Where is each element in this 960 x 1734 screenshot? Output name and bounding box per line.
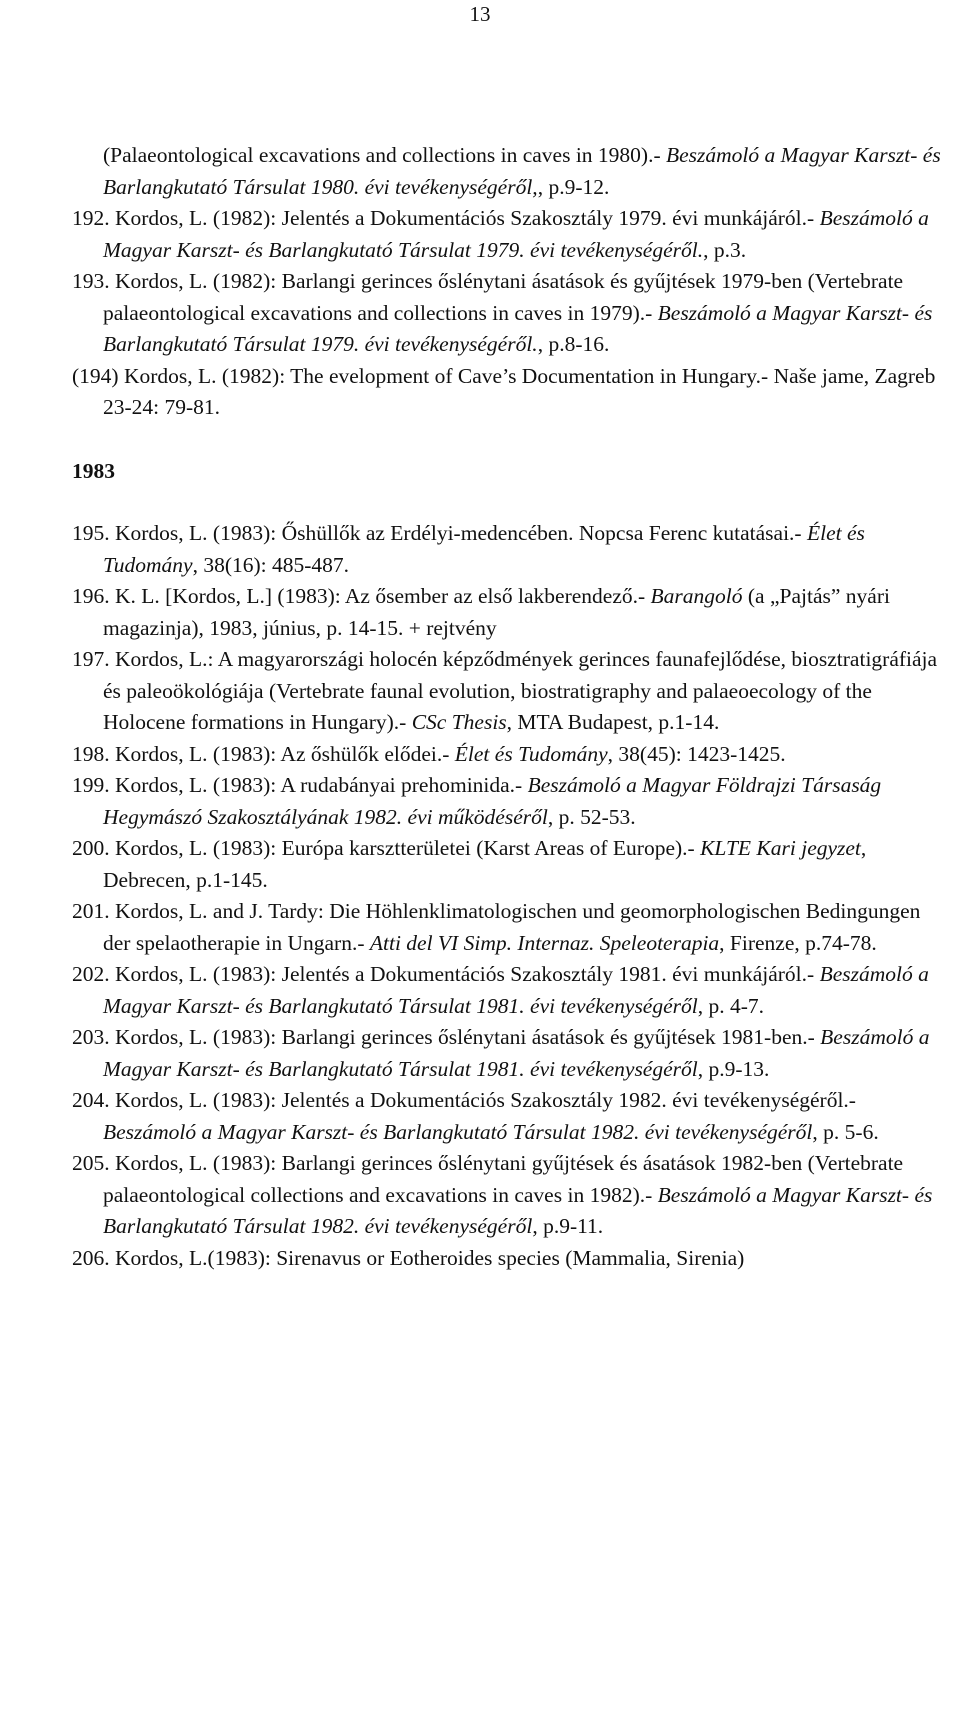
entry-text: , 38(16): 485-487.: [192, 552, 350, 577]
bibliography-entry: [72, 518, 952, 581]
entry-text: 200. Kordos, L. (1983): Európa karsztterületei (Karst Areas of Europe).-: [72, 836, 701, 860]
entry-text: , 38(45): 1423-1425.: [607, 741, 786, 766]
bibliography-entry: [72, 739, 952, 771]
entry-text: , p.8-16.: [537, 332, 610, 356]
entry-text: 202. Kordos, L. (1983): Jelentés a Dokumentációs Szakosztály 1981. évi munkájáról.-: [72, 962, 820, 986]
bibliography-entry: [72, 644, 952, 739]
italic-text: CSc Thesis: [411, 710, 507, 734]
entry-text: 193. Kordos, L. (1982): Barlangi gerinces őslénytani ásatások és gyűjtések 1979-ben (Vertebrate palaeontological excavations and collections in caves in 1979).-: [72, 269, 904, 325]
bibliography-entry: [72, 770, 952, 833]
italic-text: Beszámoló a Magyar Földrajzi Társaság Hegymászó Szakosztályának 1982. évi működéséről: [103, 773, 882, 829]
bibliography-entry: [72, 1022, 952, 1085]
bibliography-entry: [72, 1148, 952, 1243]
bibliography-entry: [72, 361, 952, 424]
entry-text: 199. Kordos, L. (1983): A rudabányai prehominida.-: [72, 773, 528, 797]
entry-text: , p. 52-53.: [547, 804, 636, 829]
entry-text: 206. Kordos, L.(1983): Sirenavus or Eotheroides species (Mammalia, Sirenia): [72, 1245, 745, 1270]
italic-text: Atti del VI Simp. Internaz. Speleoterapia: [369, 930, 720, 955]
bibliography-entry: [72, 266, 952, 361]
bibliography-entry: [72, 833, 952, 896]
italic-text: Beszámoló a Magyar Karszt- és Barlangkutató Társulat 1979. évi tevékenységéről.: [103, 206, 929, 262]
entry-text: (194) Kordos, L. (1982): The evelopment of Cave’s Documentation in Hungary.- Naše jame, Zagreb 23-24: 79-81.: [72, 363, 936, 419]
entry-text: , Debrecen, p.1-145.: [103, 836, 867, 892]
entry-text: , Firenze, p.74-78.: [719, 930, 877, 955]
entry-text: , p.9-12.: [537, 174, 610, 199]
page-number: 13: [469, 2, 491, 26]
entry-text: 203. Kordos, L. (1983): Barlangi gerinces őslénytani ásatások és gyűjtések 1981-ben.-: [72, 1025, 821, 1049]
entry-text: 197. Kordos, L.: A magyarországi holocén képződmények gerinces faunafejlődése, biosztratigráfiája és paleoökológiája (Vertebrate faunal evolution, biostratigraphy and palaeoecology of the Holocene formations in Hungary).-: [72, 647, 938, 734]
entry-text: 195. Kordos, L. (1983): Őshüllők az Erdélyi-medencében. Nopcsa Ferenc kutatásai.-: [72, 521, 807, 545]
entry-text: 196. K. L. [Kordos, L.] (1983): Az ősember az első lakberendező.-: [72, 584, 651, 608]
entry-text: , p. 5-6.: [812, 1119, 879, 1144]
bibliography-entry: [72, 581, 952, 644]
italic-text: Beszámoló a Magyar Karszt- és Barlangkutató Társulat 1981. évi tevékenységéről: [103, 962, 929, 1018]
entry-text: 198. Kordos, L. (1983): Az őshülők elődei.-: [72, 741, 455, 766]
italic-text: KLTE Kari jegyzet: [700, 836, 861, 860]
entry-text: , p.9-13.: [697, 1056, 770, 1081]
italic-text: Barangoló: [650, 584, 743, 608]
bibliography-entry: [72, 1243, 952, 1275]
entry-text: (Palaeontological excavations and collections in caves in 1980).-: [103, 143, 666, 167]
italic-text: Beszámoló a Magyar Karszt- és Barlangkutató Társulat 1979. évi tevékenységéről.: [103, 300, 933, 356]
italic-text: Beszámoló a Magyar Karszt- és Barlangkutató Társulat 1982. évi tevékenységéről: [103, 1119, 813, 1144]
bibliography-entry: [72, 896, 952, 959]
italic-text: Beszámoló a Magyar Karszt- és Barlangkutató Társulat 1981. évi tevékenységéről: [103, 1025, 930, 1081]
entry-text: , p.3.: [703, 237, 747, 262]
italic-text: Élet és Tudomány: [103, 521, 865, 577]
italic-text: Beszámoló a Magyar Karszt- és Barlangkutató Társulat 1980. évi tevékenységéről,: [103, 143, 941, 199]
bibliography-entry: [72, 959, 952, 1022]
entry-text: 204. Kordos, L. (1983): Jelentés a Dokumentációs Szakosztály 1982. évi tevékenységéről.-: [72, 1088, 856, 1112]
entry-text: 205. Kordos, L. (1983): Barlangi gerinces őslénytani gyűjtések és ásatások 1982-ben (Vertebrate palaeontological collections and excavations in caves in 1982).-: [72, 1151, 904, 1207]
entry-text: , p. 4-7.: [697, 993, 765, 1018]
entry-text: 192. Kordos, L. (1982): Jelentés a Dokumentációs Szakosztály 1979. évi munkájáról.-: [72, 206, 820, 230]
italic-text: Beszámoló a Magyar Karszt- és Barlangkutató Társulat 1982. évi tevékenységéről: [103, 1182, 933, 1238]
italic-text: Élet és Tudomány: [454, 741, 608, 766]
entries-1982: [72, 203, 952, 424]
bibliography-entry: [72, 1085, 952, 1148]
entry-text: , MTA Budapest, p.1-14.: [506, 710, 720, 734]
bibliography: [72, 140, 952, 1274]
bibliography-entry: [72, 203, 952, 266]
entry-text: , p.9-11.: [532, 1214, 604, 1238]
entry-text: (a „Pajtás” nyári magazinja), 1983, június, p. 14-15. + rejtvény: [103, 584, 890, 640]
year-heading: 1983: [72, 458, 115, 483]
continued-entry: [72, 140, 952, 203]
entries-1983: [72, 518, 952, 1274]
entry-text: 201. Kordos, L. and J. Tardy: Die Höhlenklimatologischen und geomorphologischen Bedingungen der spelaotherapie in Ungarn.-: [72, 899, 921, 955]
